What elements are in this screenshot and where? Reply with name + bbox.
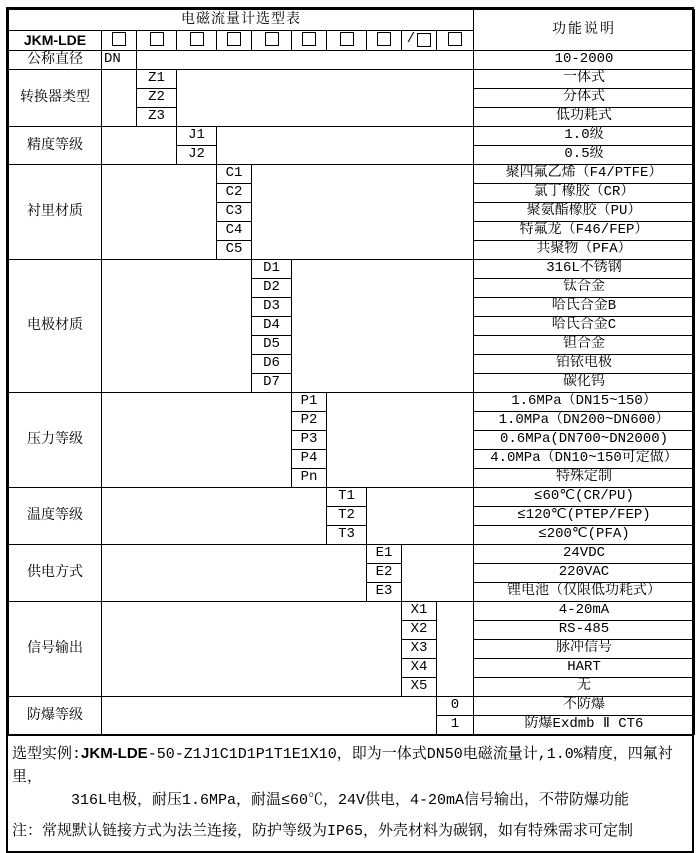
model-code-checkbox-cell xyxy=(402,31,437,51)
option-code-electrode-material-D6: D6 xyxy=(252,355,292,374)
option-desc-electrode-material-D1: 316L不锈钢 xyxy=(474,260,695,279)
option-code-electrode-material-D4: D4 xyxy=(252,317,292,336)
option-desc-electrode-material-D6: 铂铱电极 xyxy=(474,355,695,374)
option-desc-liner-material-C2: 氯丁橡胶（CR） xyxy=(474,184,695,203)
example-line-1-rest: -50-Z1J1C1D1P1T1E1X10，即为一体式DN50电磁流量计,1.0%精度，四氟衬里， xyxy=(12,746,673,786)
option-code-explosion-proof-1: 1 xyxy=(437,716,474,735)
model-code-checkbox-cell xyxy=(137,31,177,51)
option-code-nominal-diameter-DN: DN xyxy=(102,51,137,70)
option-code-power-supply-E2: E2 xyxy=(367,564,402,583)
group-label-converter-type: 转换器类型 xyxy=(9,70,102,127)
option-code-liner-material-C2: C2 xyxy=(217,184,252,203)
model-code-checkbox-cell xyxy=(437,31,474,51)
option-desc-explosion-proof-1: 防爆Exdmb Ⅱ CT6 xyxy=(474,716,695,735)
empty-cell-left-temperature-rating xyxy=(102,488,327,545)
option-desc-electrode-material-D2: 钛合金 xyxy=(474,279,695,298)
empty-cell-right-electrode-material xyxy=(292,260,474,393)
option-code-temperature-rating-T1: T1 xyxy=(327,488,367,507)
option-code-pressure-rating-P4: P4 xyxy=(292,450,327,469)
option-desc-liner-material-C1: 聚四氟乙烯（F4/PTFE） xyxy=(474,165,695,184)
empty-cell-right-pressure-rating xyxy=(327,393,474,488)
model-code-checkbox-cell xyxy=(177,31,217,51)
empty-cell-right-liner-material xyxy=(252,165,474,260)
option-code-pressure-rating-P3: P3 xyxy=(292,431,327,450)
option-code-signal-output-X5: X5 xyxy=(402,678,437,697)
option-desc-signal-output-X5: 无 xyxy=(474,678,695,697)
empty-cell-right-nominal-diameter xyxy=(137,51,474,70)
checkbox-icon[interactable] xyxy=(112,32,126,46)
notes-section xyxy=(8,735,692,851)
table-title: 电磁流量计选型表 xyxy=(9,10,474,31)
option-desc-temperature-rating-T1: ≤60℃(CR/PU) xyxy=(474,488,695,507)
group-label-electrode-material: 电极材质 xyxy=(9,260,102,393)
option-code-liner-material-C3: C3 xyxy=(217,203,252,222)
option-desc-power-supply-E1: 24VDC xyxy=(474,545,695,564)
option-desc-temperature-rating-T3: ≤200℃(PFA) xyxy=(474,526,695,545)
option-desc-liner-material-C4: 特氟龙（F46/FEP） xyxy=(474,222,695,241)
option-code-explosion-proof-0: 0 xyxy=(437,697,474,716)
option-desc-temperature-rating-T2: ≤120℃(PTEP/FEP) xyxy=(474,507,695,526)
checkbox-icon[interactable] xyxy=(190,32,204,46)
option-code-signal-output-X3: X3 xyxy=(402,640,437,659)
checkbox-icon[interactable] xyxy=(302,32,316,46)
empty-cell-left-explosion-proof xyxy=(102,697,437,735)
empty-cell-left-liner-material xyxy=(102,165,217,260)
option-code-temperature-rating-T3: T3 xyxy=(327,526,367,545)
option-code-temperature-rating-T2: T2 xyxy=(327,507,367,526)
option-desc-electrode-material-D4: 哈氏合金C xyxy=(474,317,695,336)
model-code-checkbox-cell xyxy=(102,31,137,51)
model-code-checkbox-cell xyxy=(252,31,292,51)
option-desc-electrode-material-D3: 哈氏合金B xyxy=(474,298,695,317)
empty-cell-right-converter-type xyxy=(177,70,474,127)
option-code-signal-output-X4: X4 xyxy=(402,659,437,678)
slash-separator: / xyxy=(406,31,416,48)
option-code-converter-type-Z1: Z1 xyxy=(137,70,177,89)
selection-table xyxy=(8,9,695,735)
option-code-pressure-rating-Pn: Pn xyxy=(292,469,327,488)
option-code-electrode-material-D3: D3 xyxy=(252,298,292,317)
function-column-header: 功能说明 xyxy=(474,10,695,51)
option-desc-pressure-rating-Pn: 特殊定制 xyxy=(474,469,695,488)
model-code-checkbox-cell xyxy=(367,31,402,51)
empty-cell-left-accuracy-class xyxy=(102,127,177,165)
option-desc-converter-type-Z1: 一体式 xyxy=(474,70,695,89)
option-code-signal-output-X2: X2 xyxy=(402,621,437,640)
checkbox-icon[interactable] xyxy=(417,33,431,47)
group-label-pressure-rating: 压力等级 xyxy=(9,393,102,488)
group-label-temperature-rating: 温度等级 xyxy=(9,488,102,545)
option-code-liner-material-C1: C1 xyxy=(217,165,252,184)
option-desc-electrode-material-D7: 碳化钨 xyxy=(474,374,695,393)
option-desc-power-supply-E3: 锂电池（仅限低功耗式） xyxy=(474,583,695,602)
model-code-checkbox-cell xyxy=(327,31,367,51)
empty-cell-left-power-supply xyxy=(102,545,367,602)
group-label-nominal-diameter: 公称直径 xyxy=(9,51,102,70)
option-code-converter-type-Z2: Z2 xyxy=(137,89,177,108)
group-label-power-supply: 供电方式 xyxy=(9,545,102,602)
example-line-2: 316L电极，耐压1.6MPa，耐温≤60℃，24V供电，4-20mA信号输出，不带防爆功能 xyxy=(70,792,630,809)
option-desc-pressure-rating-P3: 0.6MPa(DN700~DN2000) xyxy=(474,431,695,450)
example-model-code: JKM-LDE xyxy=(81,745,148,762)
checkbox-icon[interactable] xyxy=(377,32,391,46)
option-code-power-supply-E1: E1 xyxy=(367,545,402,564)
option-code-signal-output-X1: X1 xyxy=(402,602,437,621)
option-code-electrode-material-D2: D2 xyxy=(252,279,292,298)
option-code-pressure-rating-P2: P2 xyxy=(292,412,327,431)
selection-sheet xyxy=(6,7,694,853)
model-code-checkbox-cell xyxy=(217,31,252,51)
empty-cell-left-pressure-rating xyxy=(102,393,292,488)
option-code-accuracy-class-J2: J2 xyxy=(177,146,217,165)
option-desc-signal-output-X3: 脉冲信号 xyxy=(474,640,695,659)
option-desc-signal-output-X4: HART xyxy=(474,659,695,678)
option-desc-pressure-rating-P2: 1.0MPa（DN200~DN600） xyxy=(474,412,695,431)
empty-cell-right-accuracy-class xyxy=(217,127,474,165)
group-label-accuracy-class: 精度等级 xyxy=(9,127,102,165)
model-code-checkbox-cell xyxy=(292,31,327,51)
option-desc-signal-output-X2: RS-485 xyxy=(474,621,695,640)
example-line-1 xyxy=(12,742,688,789)
option-code-accuracy-class-J1: J1 xyxy=(177,127,217,146)
option-desc-liner-material-C5: 共聚物（PFA） xyxy=(474,241,695,260)
option-desc-nominal-diameter-DN: 10-2000 xyxy=(474,51,695,70)
option-desc-accuracy-class-J1: 1.0级 xyxy=(474,127,695,146)
group-label-explosion-proof: 防爆等级 xyxy=(9,697,102,735)
option-desc-converter-type-Z2: 分体式 xyxy=(474,89,695,108)
option-code-electrode-material-D1: D1 xyxy=(252,260,292,279)
option-code-liner-material-C5: C5 xyxy=(217,241,252,260)
option-desc-explosion-proof-0: 不防爆 xyxy=(474,697,695,716)
group-label-liner-material: 衬里材质 xyxy=(9,165,102,260)
checkbox-icon[interactable] xyxy=(340,32,354,46)
option-desc-pressure-rating-P4: 4.0MPa（DN10~150可定做） xyxy=(474,450,695,469)
checkbox-icon[interactable] xyxy=(448,32,462,46)
option-desc-accuracy-class-J2: 0.5级 xyxy=(474,146,695,165)
checkbox-icon[interactable] xyxy=(150,32,164,46)
option-desc-converter-type-Z3: 低功耗式 xyxy=(474,108,695,127)
group-label-signal-output: 信号输出 xyxy=(9,602,102,697)
option-desc-liner-material-C3: 聚氨酯橡胶（PU） xyxy=(474,203,695,222)
checkbox-icon[interactable] xyxy=(227,32,241,46)
empty-cell-right-power-supply xyxy=(402,545,474,602)
option-code-electrode-material-D5: D5 xyxy=(252,336,292,355)
option-code-liner-material-C4: C4 xyxy=(217,222,252,241)
empty-cell-right-signal-output xyxy=(437,602,474,697)
option-code-electrode-material-D7: D7 xyxy=(252,374,292,393)
empty-cell-right-temperature-rating xyxy=(367,488,474,545)
option-desc-power-supply-E2: 220VAC xyxy=(474,564,695,583)
empty-cell-left-signal-output xyxy=(102,602,402,697)
option-code-pressure-rating-P1: P1 xyxy=(292,393,327,412)
model-prefix: JKM-LDE xyxy=(9,31,102,51)
option-code-power-supply-E3: E3 xyxy=(367,583,402,602)
checkbox-icon[interactable] xyxy=(265,32,279,46)
note-line: 注：常规默认链接方式为法兰连接，防护等级为IP65，外壳材料为碳钢，如有特殊需求可定制 xyxy=(12,823,634,840)
option-code-converter-type-Z3: Z3 xyxy=(137,108,177,127)
example-label: 选型实例: xyxy=(12,746,82,763)
empty-cell-left-electrode-material xyxy=(102,260,252,393)
option-desc-signal-output-X1: 4-20mA xyxy=(474,602,695,621)
empty-cell-left-converter-type xyxy=(102,70,137,127)
option-desc-pressure-rating-P1: 1.6MPa（DN15~150） xyxy=(474,393,695,412)
option-desc-electrode-material-D5: 钽合金 xyxy=(474,336,695,355)
